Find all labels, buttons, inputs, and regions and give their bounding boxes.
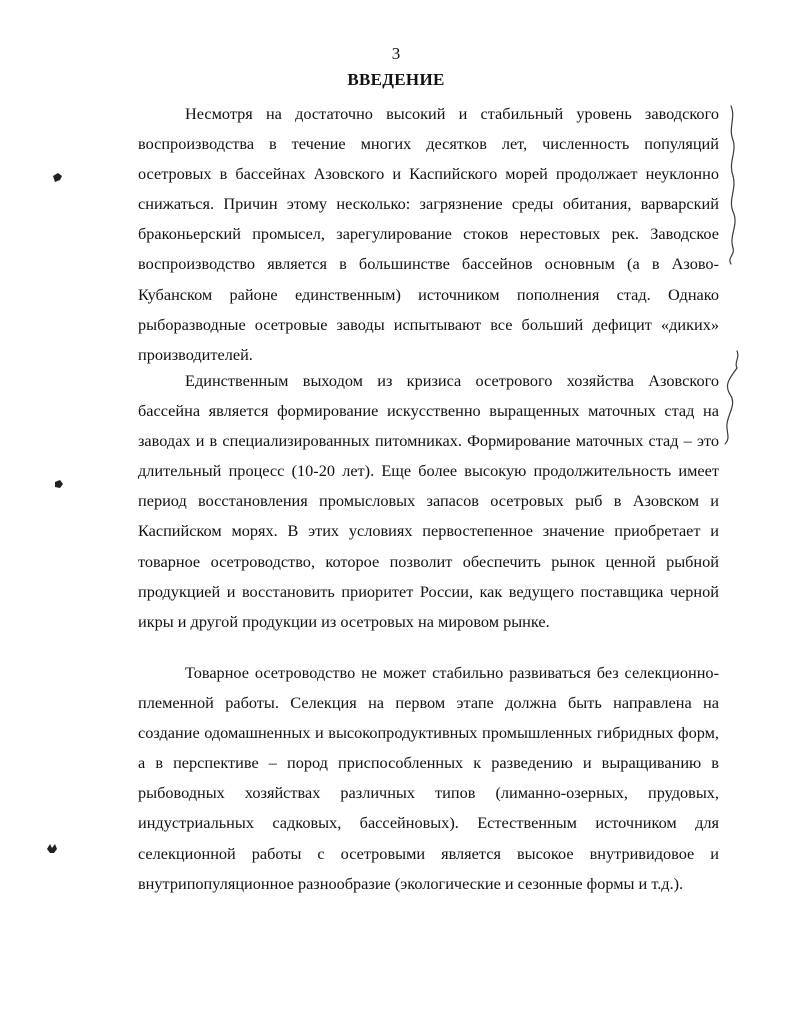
paragraph-2: Единственным выходом из кризиса осетрового хозяйства Азовского бассейна является формирование искусственно выращенных маточных стад на заводах и в специализированных питомниках. Формирование маточных стад – это длительный процесс (10-20 лет). Еще более высокую продолжительность имеет период восстановления промысловых запасов осетровых рыб в Азовском и Каспийском морях. В этих условиях первостепенное значение приобретает и товарное осетроводство, которое позволит обеспечить рынок ценной рыбной продукцией и восстановить приоритет России, как ведущего поставщика черной икры и другой продукции из осетровых на мировом рынке. (138, 371, 719, 631)
page-title: ВВЕДЕНИЕ (347, 70, 445, 89)
document-body (138, 99, 719, 899)
margin-speck-3 (47, 844, 57, 853)
margin-brace-2 (725, 351, 738, 444)
paragraph-3: Товарное осетроводство не может стабильно развиваться без селекционно-племенной работы. Селекция на первом этапе должна быть направлена на создание одомашненных и высокопродуктивных промышленных гибридных форм, а в перспективе – пород приспособленных к разведению и выращиванию в рыбоводных хозяйствах различных типов (лиманно-озерных, прудовых, индустриальных садковых, бассейновых). Естественным источником для селекционной работы с осетровыми является высокое внутривидовое и внутрипопуляционное разнообразие (экологические и сезонные формы и т.д.). (138, 663, 719, 893)
margin-brace-1 (730, 106, 735, 264)
page-number: 3 (391, 44, 401, 63)
margin-speck-1 (53, 173, 62, 182)
margin-speck-2 (55, 480, 63, 488)
paragraph-1: Несмотря на достаточно высокий и стабильный уровень заводского воспроизводства в течение многих десятков лет, численность популяций осетровых в бассейнах Азовского и Каспийского морей продолжает неуклонно снижаться. Причин этому несколько: загрязнение среды обитания, варварский браконьерский промысел, зарегулирование стоков нерестовых рек. Заводское воспроизводство является в большинстве бассейнов основным (а в Азово-Кубанском районе единственным) источником пополнения стад. Однако рыборазводные осетровые заводы испытывают все больший дефицит «диких» производителей. (138, 104, 719, 364)
